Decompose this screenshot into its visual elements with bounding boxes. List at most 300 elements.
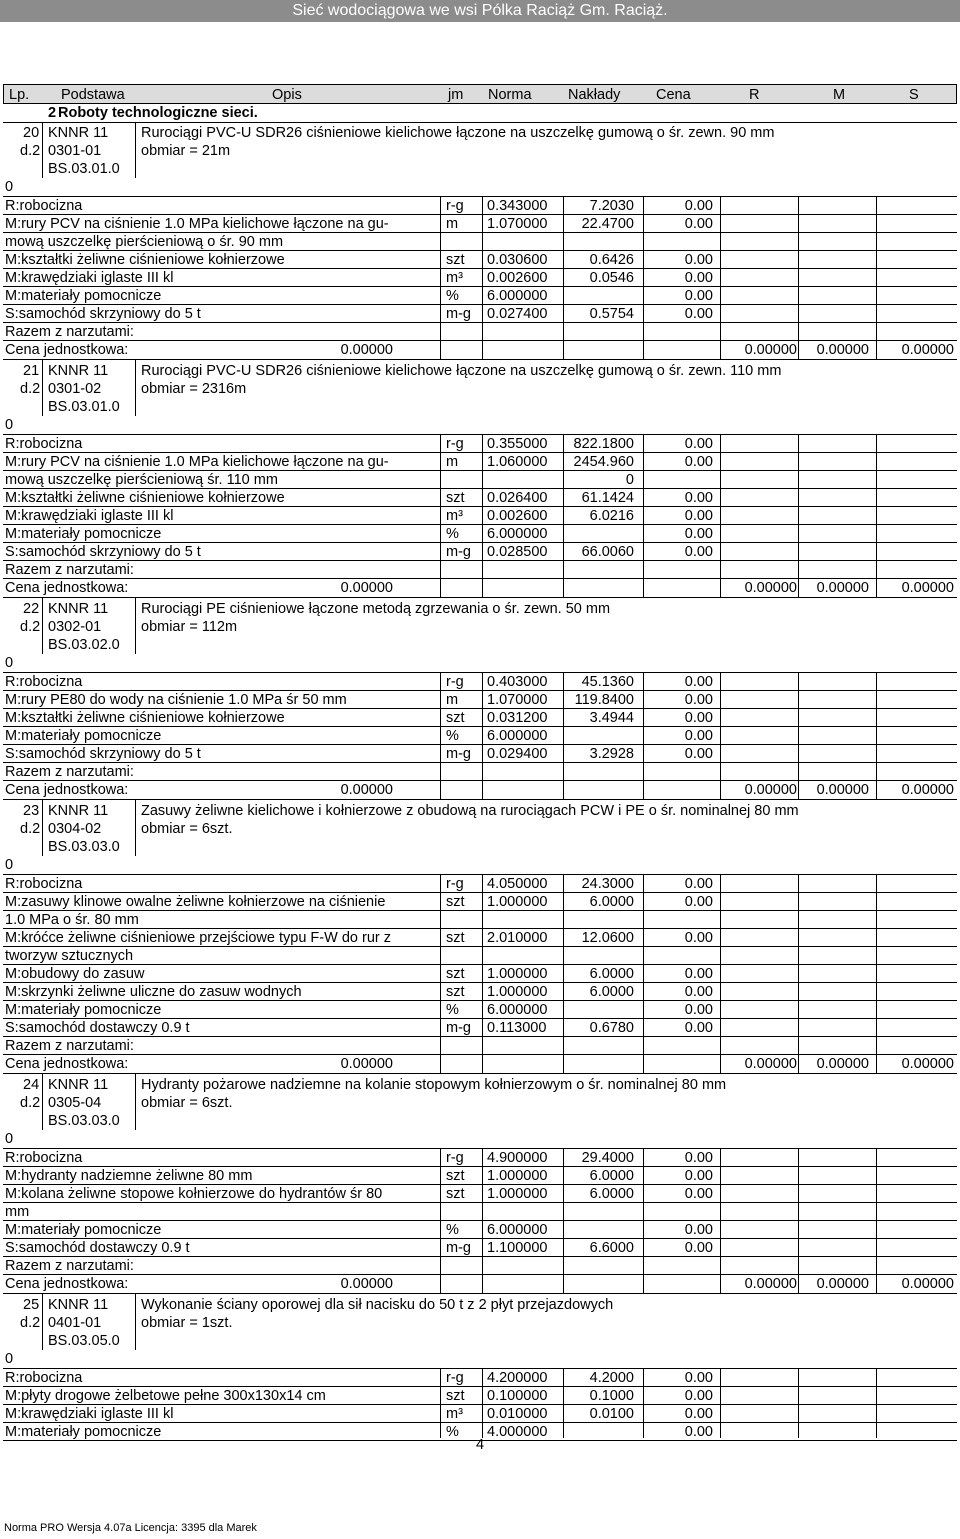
resource-price: 6.0000	[589, 966, 634, 982]
resource-name: S:samochód dostawczy 0.9 t	[5, 1020, 190, 1036]
quantity: obmiar = 21m	[141, 143, 231, 159]
column-divider	[563, 434, 564, 598]
column-divider	[482, 434, 483, 598]
resource-value: 0.00	[684, 544, 713, 560]
resource-name: M:krawędziaki iglaste III kl	[5, 270, 174, 286]
table-row	[3, 362, 957, 380]
resource-value: 0.00	[684, 894, 713, 910]
table-row	[3, 745, 957, 763]
table-row	[3, 600, 957, 618]
base-code: KNNR 11	[48, 1297, 109, 1313]
table-row	[3, 543, 957, 561]
resource-price: 22.4700	[581, 216, 634, 232]
resource-value: 0.00	[684, 252, 713, 268]
resource-value: 0.00	[684, 1406, 713, 1422]
resource-norm: 1.000000	[487, 1186, 548, 1202]
resource-norm: 1.000000	[487, 984, 548, 1000]
resource-name: M:płyty drogowe żelbetowe pełne 300x130x14 cm	[5, 1388, 326, 1404]
column-divider	[643, 874, 644, 1074]
column-divider	[42, 800, 43, 856]
resource-name: S:samochód skrzyniowy do 5 t	[5, 544, 201, 560]
table-row	[3, 507, 957, 525]
resource-value: 0.00	[684, 436, 713, 452]
row-divider	[3, 1073, 957, 1074]
base-code: 0	[5, 655, 14, 671]
resource-name: M:kształtki żeliwne ciśnieniowe kołnierzowe	[5, 252, 285, 268]
position-number: 21	[23, 363, 40, 379]
resource-value: 0.00	[684, 728, 713, 744]
column-divider	[42, 1294, 43, 1350]
resource-value: 0.00	[684, 526, 713, 542]
resource-norm: 4.200000	[487, 1370, 548, 1386]
resource-unit: r-g	[446, 876, 464, 892]
base-code: KNNR 11	[48, 125, 109, 141]
resource-value: 0.00	[684, 1240, 713, 1256]
resource-unit: szt	[446, 490, 465, 506]
resource-norm: 0.031200	[487, 710, 548, 726]
position-number: 24	[23, 1077, 40, 1093]
position-description: Zasuwy żeliwne kielichowe i kołnierzowe z obudową na rurociągach PCW i PE o śr. nominalnej 80 mm	[141, 803, 799, 819]
base-code: KNNR 11	[48, 601, 109, 617]
column-divider	[482, 672, 483, 800]
resource-norm: 0.403000	[487, 674, 548, 690]
resource-unit: r-g	[446, 1150, 464, 1166]
resource-unit: %	[446, 1222, 459, 1238]
resource-norm: 4.000000	[487, 1424, 548, 1440]
resource-name: M:hydranty nadziemne żeliwne 80 mm	[5, 1168, 253, 1184]
resource-value: 0.00	[684, 710, 713, 726]
resource-name: M:materiały pomocnicze	[5, 288, 162, 304]
position-subnumber: d.2	[20, 1315, 41, 1331]
base-code: 0	[5, 1351, 14, 1367]
resource-price: 6.6000	[589, 1240, 634, 1256]
table-row	[3, 893, 957, 911]
resource-value: 0.00	[684, 1020, 713, 1036]
column-divider	[135, 1074, 136, 1130]
resource-unit: szt	[446, 252, 465, 268]
column-divider	[482, 196, 483, 360]
table-row	[3, 579, 957, 597]
resource-name: R:robocizna	[5, 1370, 83, 1386]
resource-norm: 0.002600	[487, 508, 548, 524]
table-row	[3, 1221, 957, 1239]
quantity: obmiar = 6szt.	[141, 1095, 233, 1111]
header-9: S	[909, 87, 919, 103]
resource-norm: 0.028500	[487, 544, 548, 560]
resource-name: M:krawędziaki iglaste III kl	[5, 508, 174, 524]
resource-price: 24.3000	[581, 876, 634, 892]
total-with-markup-label: Razem z narzutami:	[5, 1258, 134, 1274]
header-2: Opis	[272, 87, 302, 103]
table-row	[3, 287, 957, 305]
resource-norm: 6.000000	[487, 526, 548, 542]
column-divider	[876, 874, 877, 1074]
resource-value: 0.00	[684, 1424, 713, 1440]
position-description: Rurociągi PVC-U SDR26 ciśnieniowe kielichowe łączone na uszczelkę gumową o śr. zewn. 90 mm	[141, 125, 775, 141]
table-row	[3, 1332, 957, 1350]
header-6: Cena	[656, 87, 691, 103]
unit-price-value: 0.00000	[340, 1276, 393, 1292]
column-divider	[440, 874, 441, 1074]
header-3: jm	[448, 87, 464, 103]
resource-price: 6.0216	[589, 508, 634, 524]
resource-norm: 1.100000	[487, 1240, 548, 1256]
table-row	[3, 489, 957, 507]
table-row	[3, 673, 957, 691]
resource-value: 0.00	[684, 1168, 713, 1184]
header-7: R	[749, 87, 760, 103]
unit-price-label: Cena jednostkowa:	[5, 342, 129, 358]
total-r: 0.00000	[744, 580, 797, 596]
resource-norm: 1.000000	[487, 966, 548, 982]
resource-unit: m-g	[446, 1020, 471, 1036]
base-code: BS.03.02.0	[48, 637, 120, 653]
position-number: 20	[23, 125, 40, 141]
resource-name: 1.0 MPa o śr. 80 mm	[5, 912, 139, 928]
resource-unit: szt	[446, 930, 465, 946]
table-row	[3, 929, 957, 947]
table-row	[3, 875, 957, 893]
table-row	[3, 1387, 957, 1405]
table-row	[3, 781, 957, 799]
resource-unit: szt	[446, 894, 465, 910]
header-4: Norma	[488, 87, 532, 103]
column-divider	[482, 874, 483, 1074]
base-code: 0301-02	[48, 381, 102, 397]
resource-unit: r-g	[446, 198, 464, 214]
table-row	[3, 820, 957, 838]
position-number: 22	[23, 601, 40, 617]
resource-price: 61.1424	[581, 490, 634, 506]
resource-name: R:robocizna	[5, 198, 83, 214]
resource-price: 3.2928	[589, 746, 634, 762]
resource-name: R:robocizna	[5, 674, 83, 690]
table-row	[3, 636, 957, 654]
resource-norm: 0.002600	[487, 270, 548, 286]
total-s: 0.00000	[901, 1056, 954, 1072]
table-row	[3, 838, 957, 856]
resource-value: 0.00	[684, 984, 713, 1000]
total-m: 0.00000	[816, 1056, 869, 1072]
table-row	[3, 160, 957, 178]
resource-value: 0.00	[684, 1002, 713, 1018]
column-divider	[42, 1074, 43, 1130]
resource-value: 0.00	[684, 674, 713, 690]
total-m: 0.00000	[816, 1276, 869, 1292]
base-code: KNNR 11	[48, 1077, 109, 1093]
resource-name: tworzyw sztucznych	[5, 948, 134, 964]
resource-price: 3.4944	[589, 710, 634, 726]
unit-price-value: 0.00000	[340, 580, 393, 596]
resource-norm: 1.000000	[487, 1168, 548, 1184]
resource-price: 6.0000	[589, 1186, 634, 1202]
resource-name: M:kształtki żeliwne ciśnieniowe kołnierzowe	[5, 490, 285, 506]
column-divider	[135, 1294, 136, 1350]
resource-name: M:materiały pomocnicze	[5, 526, 162, 542]
base-code: 0	[5, 179, 14, 195]
resource-unit: m-g	[446, 306, 471, 322]
resource-value: 0.00	[684, 270, 713, 286]
resource-name: M:skrzynki żeliwne uliczne do zasuw wodnych	[5, 984, 302, 1000]
resource-value: 0.00	[684, 490, 713, 506]
resource-name: M:kolana żeliwne stopowe kołnierzowe do hydrantów śr 80	[5, 1186, 383, 1202]
resource-value: 0.00	[684, 198, 713, 214]
table-row	[3, 1094, 957, 1112]
position-number: 23	[23, 803, 40, 819]
resource-price: 119.8400	[574, 692, 634, 708]
base-code: 0302-01	[48, 619, 102, 635]
unit-price-label: Cena jednostkowa:	[5, 580, 129, 596]
resource-norm: 2.010000	[487, 930, 548, 946]
position-subnumber: d.2	[20, 381, 41, 397]
resource-unit: m-g	[446, 746, 471, 762]
table-row	[3, 654, 957, 672]
quantity: obmiar = 2316m	[141, 381, 247, 397]
column-divider	[440, 672, 441, 800]
resource-unit: szt	[446, 984, 465, 1000]
table-row	[3, 947, 957, 965]
table-row	[3, 965, 957, 983]
base-code: BS.03.03.0	[48, 1113, 120, 1129]
resource-norm: 0.343000	[487, 198, 548, 214]
resource-price: 66.0060	[581, 544, 634, 560]
column-divider	[440, 196, 441, 360]
table-row	[3, 911, 957, 929]
resource-norm: 4.900000	[487, 1150, 548, 1166]
total-r: 0.00000	[744, 1276, 797, 1292]
column-divider	[42, 360, 43, 416]
table-row	[3, 251, 957, 269]
row-divider	[3, 799, 957, 800]
column-divider	[482, 1148, 483, 1294]
column-divider	[135, 800, 136, 856]
resource-value: 0.00	[684, 1370, 713, 1386]
table-row	[3, 1350, 957, 1368]
resource-unit: m³	[446, 270, 463, 286]
column-divider	[563, 196, 564, 360]
total-s: 0.00000	[901, 580, 954, 596]
column-divider	[643, 672, 644, 800]
column-divider	[643, 434, 644, 598]
section-number: 2	[48, 105, 57, 121]
resource-unit: %	[446, 288, 459, 304]
table-row	[3, 802, 957, 820]
resource-unit: szt	[446, 966, 465, 982]
table-row	[3, 233, 957, 251]
table-row	[3, 215, 957, 233]
resource-price: 0	[625, 472, 634, 488]
resource-price: 6.0000	[589, 1168, 634, 1184]
column-divider	[720, 874, 721, 1074]
resource-name: M:obudowy do zasuw	[5, 966, 145, 982]
quantity: obmiar = 6szt.	[141, 821, 233, 837]
resource-norm: 1.000000	[487, 894, 548, 910]
column-divider	[643, 1368, 644, 1438]
column-divider	[563, 1368, 564, 1438]
header-5: Nakłady	[568, 87, 621, 103]
resource-name: R:robocizna	[5, 1150, 83, 1166]
resource-unit: m³	[446, 508, 463, 524]
position-description: Rurociągi PE ciśnieniowe łączone metodą zgrzewania o śr. zewn. 50 mm	[141, 601, 611, 617]
unit-price-value: 0.00000	[340, 782, 393, 798]
table-row	[3, 104, 957, 122]
total-with-markup-label: Razem z narzutami:	[5, 764, 134, 780]
table-row	[3, 727, 957, 745]
column-divider	[563, 874, 564, 1074]
table-row	[3, 124, 957, 142]
resource-unit: m³	[446, 1406, 463, 1422]
position-subnumber: d.2	[20, 619, 41, 635]
quantity: obmiar = 112m	[141, 619, 238, 635]
base-code: 0401-01	[48, 1315, 102, 1331]
resource-unit: m	[446, 692, 459, 708]
resource-unit: szt	[446, 1388, 465, 1404]
resource-name: R:robocizna	[5, 876, 83, 892]
column-divider	[798, 874, 799, 1074]
resource-norm: 6.000000	[487, 1002, 548, 1018]
resource-value: 0.00	[684, 216, 713, 232]
resource-unit: %	[446, 1424, 459, 1440]
resource-name: M:materiały pomocnicze	[5, 1222, 162, 1238]
column-divider	[563, 1148, 564, 1294]
resource-value: 0.00	[684, 1222, 713, 1238]
total-r: 0.00000	[744, 342, 797, 358]
resource-norm: 0.355000	[487, 436, 548, 452]
resource-price: 0.0100	[589, 1406, 634, 1422]
table-row	[3, 453, 957, 471]
unit-price-label: Cena jednostkowa:	[5, 1276, 129, 1292]
resource-value: 0.00	[684, 876, 713, 892]
column-divider	[42, 598, 43, 654]
position-subnumber: d.2	[20, 821, 41, 837]
column-divider	[42, 122, 43, 178]
base-code: BS.03.03.0	[48, 839, 120, 855]
column-divider	[135, 122, 136, 178]
resource-price: 0.0546	[589, 270, 634, 286]
table-row	[3, 1203, 957, 1221]
column-divider	[876, 1148, 877, 1294]
resource-norm: 0.027400	[487, 306, 548, 322]
base-code: KNNR 11	[48, 803, 109, 819]
column-divider	[643, 196, 644, 360]
total-m: 0.00000	[816, 580, 869, 596]
total-r: 0.00000	[744, 1056, 797, 1072]
resource-unit: r-g	[446, 1370, 464, 1386]
base-code: KNNR 11	[48, 363, 109, 379]
resource-price: 29.4000	[581, 1150, 634, 1166]
column-divider	[720, 1148, 721, 1294]
resource-price: 822.1800	[573, 436, 634, 452]
table-row	[3, 142, 957, 160]
position-number: 25	[23, 1297, 40, 1313]
total-s: 0.00000	[901, 342, 954, 358]
base-code: 0301-01	[48, 143, 102, 159]
unit-price-value: 0.00000	[340, 1056, 393, 1072]
row-divider	[3, 359, 957, 360]
base-code: 0	[5, 857, 14, 873]
table-row	[3, 416, 957, 434]
position-subnumber: d.2	[20, 1095, 41, 1111]
column-divider	[798, 1368, 799, 1438]
table-row	[3, 1076, 957, 1094]
resource-price: 4.2000	[589, 1370, 634, 1386]
table-row	[3, 341, 957, 359]
column-divider	[876, 434, 877, 598]
base-code: 0304-02	[48, 821, 102, 837]
table-row	[3, 305, 957, 323]
resource-price: 2454.960	[573, 454, 634, 470]
table-row	[3, 1149, 957, 1167]
resource-unit: m	[446, 454, 459, 470]
table-row	[3, 178, 957, 196]
resource-name: mm	[5, 1204, 30, 1220]
resource-name: M:krawędziaki iglaste III kl	[5, 1406, 174, 1422]
resource-norm: 6.000000	[487, 288, 548, 304]
total-with-markup-label: Razem z narzutami:	[5, 562, 134, 578]
resource-price: 0.6426	[589, 252, 634, 268]
resource-price: 6.0000	[589, 984, 634, 1000]
column-divider	[643, 1148, 644, 1294]
column-divider	[720, 196, 721, 360]
resource-norm: 0.029400	[487, 746, 548, 762]
resource-value: 0.00	[684, 1186, 713, 1202]
table-row	[3, 1405, 957, 1423]
column-divider	[798, 1148, 799, 1294]
table-row	[3, 763, 957, 781]
total-r: 0.00000	[744, 782, 797, 798]
table-row	[3, 323, 957, 341]
resource-name: M:materiały pomocnicze	[5, 1002, 162, 1018]
resource-name: M:rury PE80 do wody na ciśnienie 1.0 MPa śr 50 mm	[5, 692, 347, 708]
resource-norm: 0.113000	[487, 1020, 547, 1036]
resource-unit: m-g	[446, 544, 471, 560]
header-1: Podstawa	[61, 87, 125, 103]
resource-unit: szt	[446, 710, 465, 726]
table-row	[3, 709, 957, 727]
resource-norm: 6.000000	[487, 728, 548, 744]
resource-unit: m-g	[446, 1240, 471, 1256]
resource-norm: 4.050000	[487, 876, 548, 892]
resource-norm: 0.010000	[487, 1406, 548, 1422]
resource-norm: 1.070000	[487, 216, 548, 232]
row-divider	[3, 1293, 957, 1294]
resource-unit: %	[446, 728, 459, 744]
resource-value: 0.00	[684, 306, 713, 322]
resource-value: 0.00	[684, 288, 713, 304]
resource-name: mową uszczelkę pierścieniową o śr. 90 mm	[5, 234, 284, 250]
table-row	[3, 398, 957, 416]
resource-value: 0.00	[684, 454, 713, 470]
table-row	[3, 1296, 957, 1314]
resource-price: 0.1000	[589, 1388, 634, 1404]
resource-name: M:króćce żeliwne ciśnieniowe przejściowe typu F-W do rur z	[5, 930, 391, 946]
software-footer: Norma PRO Wersja 4.07a Licencja: 3395 dla Marek	[4, 1522, 257, 1534]
table-row	[3, 1314, 957, 1332]
position-description: Wykonanie ściany oporowej dla sił nacisku do 50 t z 2 płyt przejazdowych	[141, 1297, 614, 1313]
column-divider	[440, 1368, 441, 1438]
resource-unit: m	[446, 216, 459, 232]
table-row	[3, 618, 957, 636]
table-row	[3, 1112, 957, 1130]
column-divider	[720, 434, 721, 598]
resource-name: S:samochód dostawczy 0.9 t	[5, 1240, 190, 1256]
resource-norm: 1.060000	[487, 454, 548, 470]
resource-value: 0.00	[684, 1388, 713, 1404]
column-divider	[798, 196, 799, 360]
resource-name: R:robocizna	[5, 436, 83, 452]
column-divider	[135, 598, 136, 654]
resource-price: 0.5754	[589, 306, 634, 322]
